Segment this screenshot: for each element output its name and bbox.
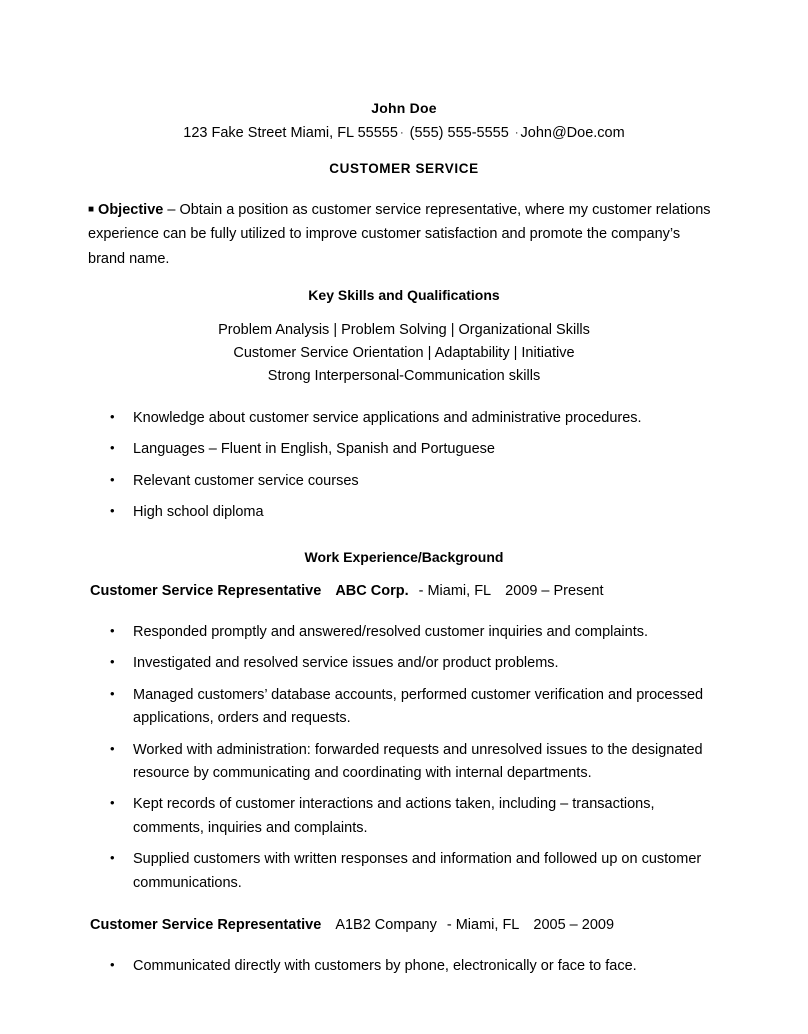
list-item: • Managed customers’ database accounts, performed customer verification and processed applications, orders and requests. xyxy=(88,684,720,731)
job-dates: 2009 – Present xyxy=(505,582,604,599)
contact-separator-1: · xyxy=(399,127,404,139)
list-item: • Worked with administration: forwarded requests and unresolved issues to the designated resource by communicating and coordinating with internal departments. xyxy=(88,739,720,786)
job-location: - Miami, FL xyxy=(446,917,520,934)
job-entry-header xyxy=(88,917,720,933)
job-company: A1B2 Company xyxy=(335,917,437,934)
job-entry-header xyxy=(88,583,720,599)
objective-paragraph xyxy=(88,198,720,271)
work-heading: Work Experience/Background xyxy=(304,548,504,565)
list-item: • Relevant customer service courses xyxy=(88,470,720,493)
skills-line: Customer Service Orientation | Adaptability | Initiative xyxy=(233,345,575,362)
square-bullet-icon: ■ xyxy=(88,204,95,215)
skills-centered-block xyxy=(88,319,720,389)
job-role: Customer Service Representative xyxy=(90,917,322,934)
skills-heading: Key Skills and Qualifications xyxy=(308,287,500,304)
list-item: • Languages – Fluent in English, Spanish and Portuguese xyxy=(88,438,720,461)
skills-line: Problem Analysis | Problem Solving | Organizational Skills xyxy=(218,322,590,339)
list-item: • Kept records of customer interactions and actions taken, including – transactions, comments, inquiries and complaints. xyxy=(88,793,720,840)
page-title: CUSTOMER SERVICE xyxy=(329,161,479,176)
job-dates: 2005 – 2009 xyxy=(533,917,615,934)
contact-line xyxy=(88,125,720,141)
job-bullet-list xyxy=(88,955,720,978)
contact-address: 123 Fake Street Miami, FL 55555 xyxy=(183,125,398,141)
skills-line: Strong Interpersonal-Communication skills xyxy=(267,368,541,385)
candidate-name: John Doe xyxy=(371,100,437,116)
job-location: - Miami, FL xyxy=(418,582,492,599)
list-item: • Supplied customers with written responses and information and followed up on customer communications. xyxy=(88,848,720,895)
contact-separator-2: · xyxy=(514,127,519,139)
skills-bullet-list xyxy=(88,407,720,525)
list-item: • Knowledge about customer service applications and administrative procedures. xyxy=(88,407,720,430)
list-item: • High school diploma xyxy=(88,501,720,524)
job-company: ABC Corp. xyxy=(335,582,409,599)
list-item: • Communicated directly with customers by phone, electronically or face to face. xyxy=(88,955,720,978)
job-role: Customer Service Representative xyxy=(90,582,322,599)
list-item: • Responded promptly and answered/resolved customer inquiries and complaints. xyxy=(88,621,720,644)
contact-email: John@Doe.com xyxy=(520,125,625,141)
list-item: • Investigated and resolved service issues and/or product problems. xyxy=(88,652,720,675)
objective-label: Objective xyxy=(98,202,164,218)
job-bullet-list xyxy=(88,621,720,896)
objective-text: – Obtain a position as customer service representative, where my customer relations experience can be fully utilized to improve customer satisfaction and promote the company’s brand name. xyxy=(88,202,711,267)
contact-phone: (555) 555-5555 xyxy=(409,125,509,141)
